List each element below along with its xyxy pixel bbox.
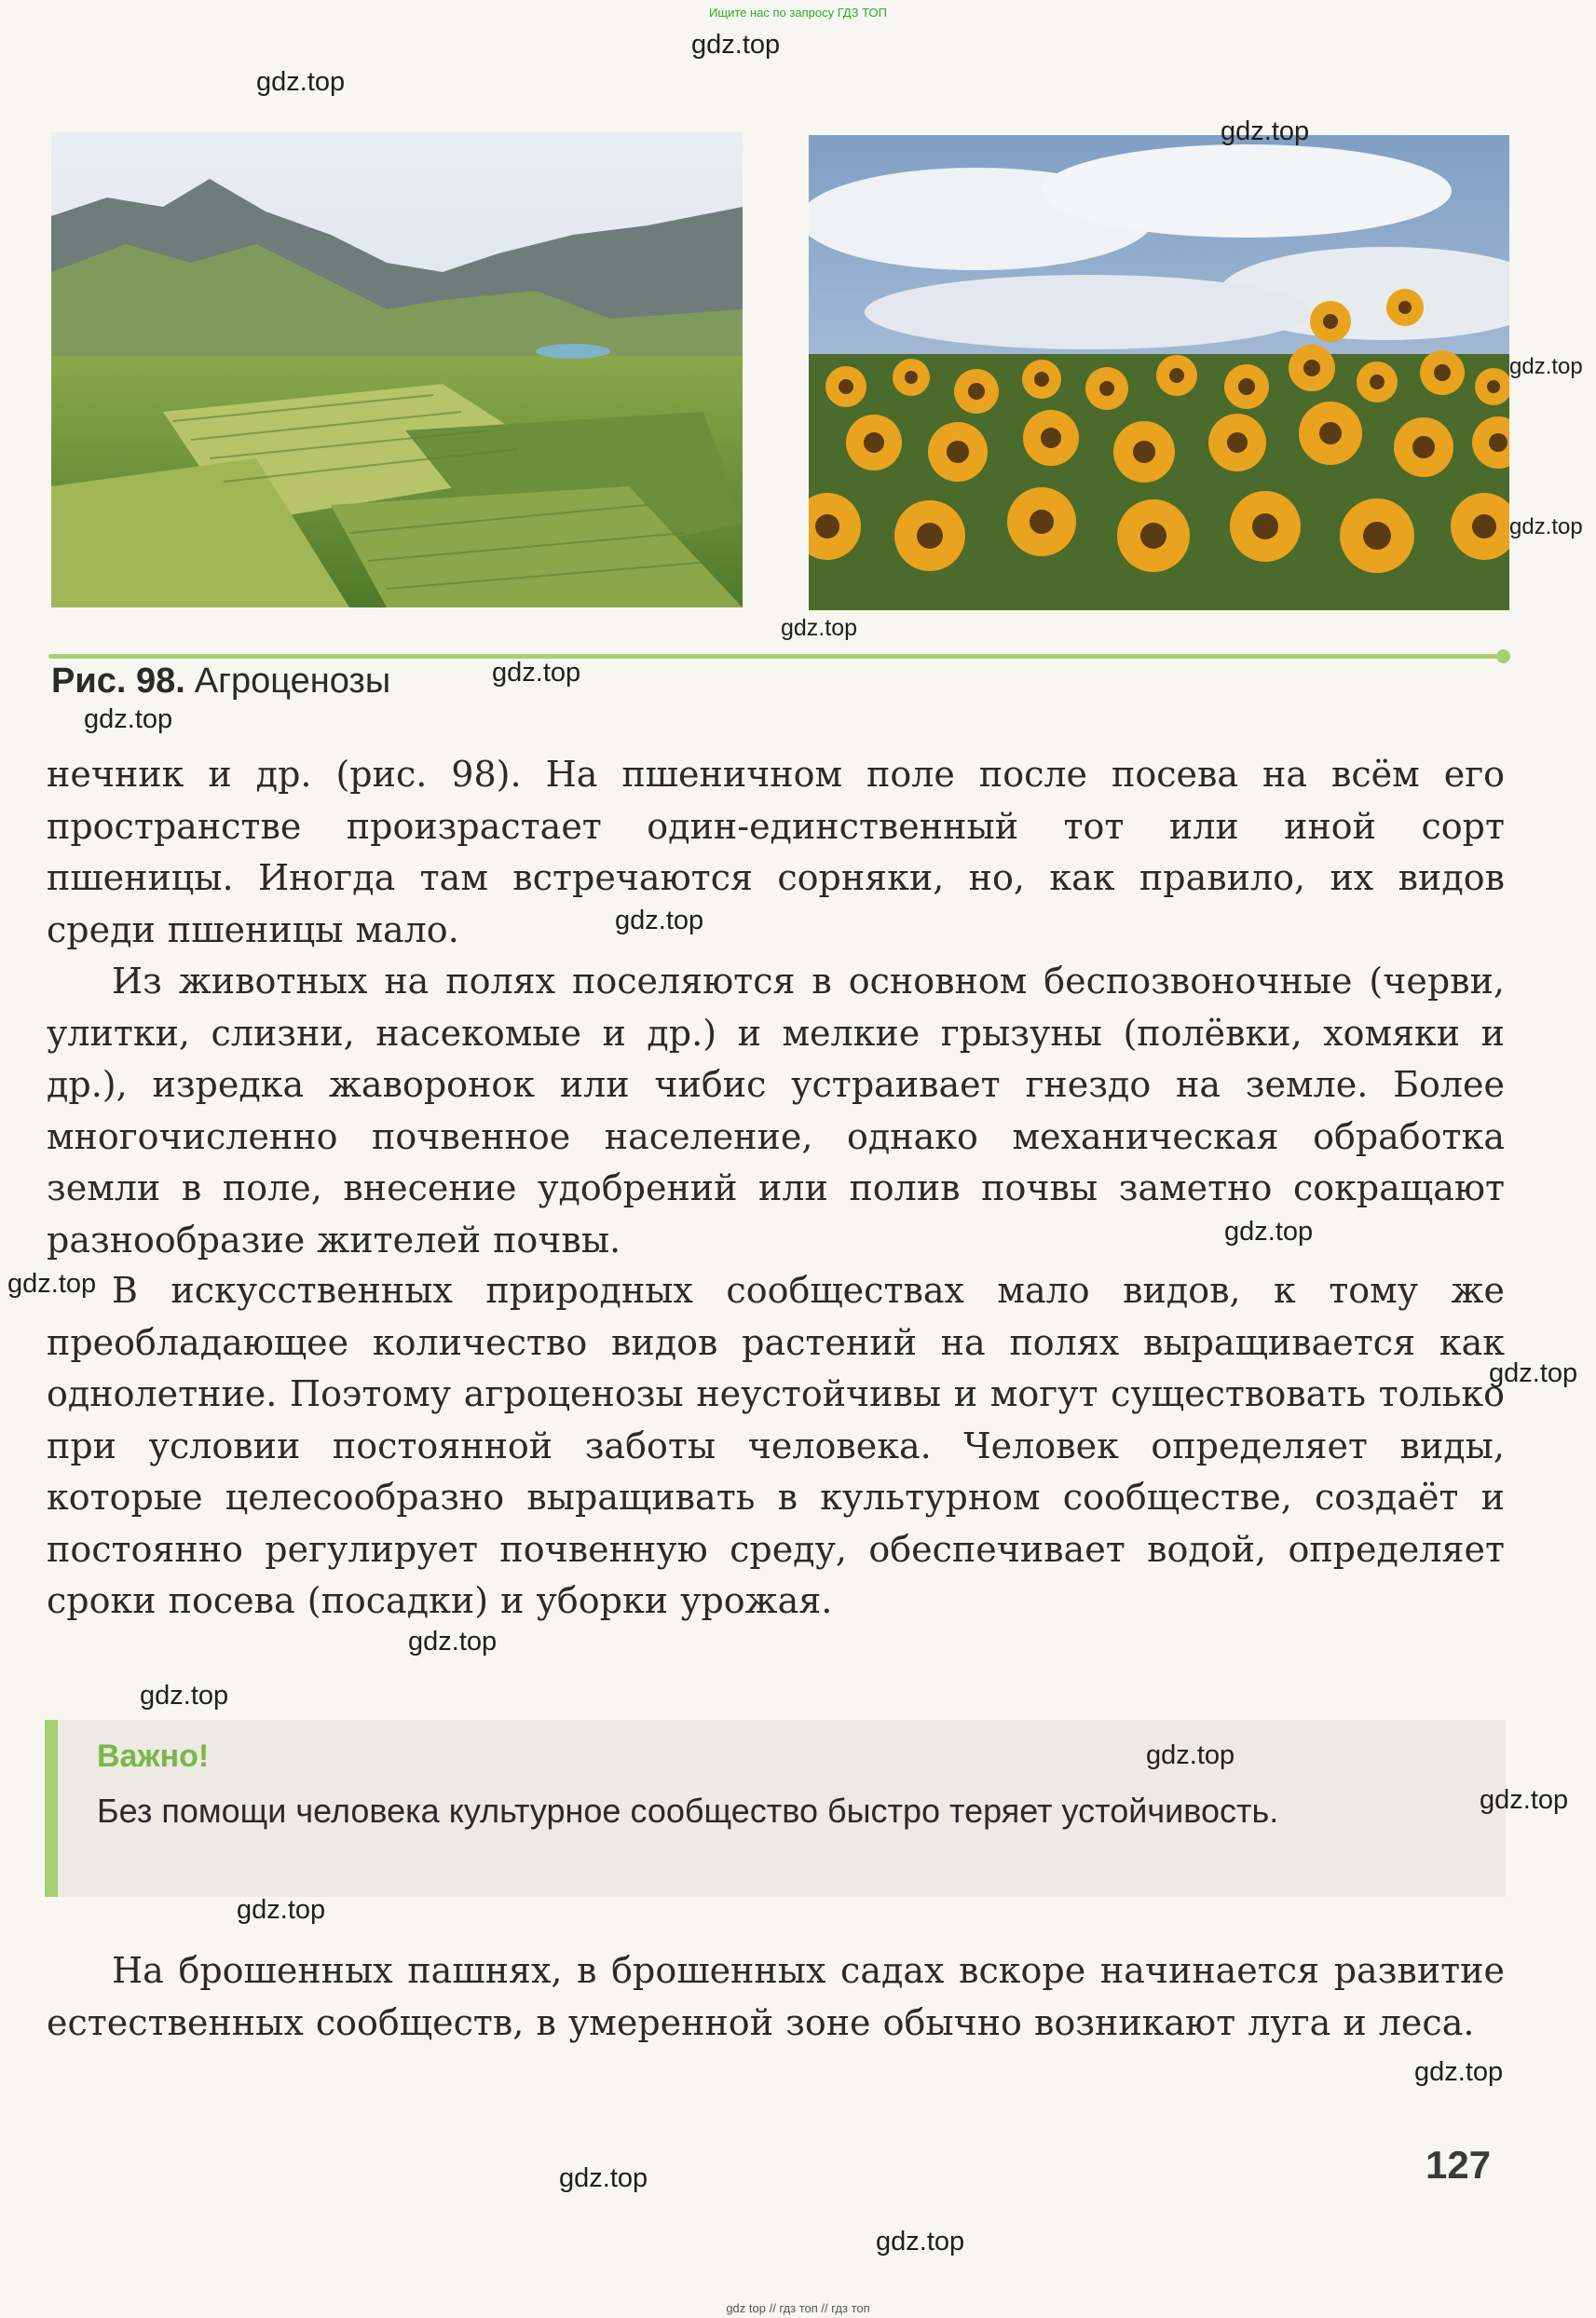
paragraph-1: нечник и др. (рис. 98). На пшеничном поле после посева на всём его пространстве произрастает один-единственный тот или иной сорт пшеницы. Иногда там встречаются сорняки, но, как правило, их видов среди пшеницы мало. — [47, 754, 1505, 950]
important-title: Важно! — [97, 1738, 210, 1774]
important-box — [45, 1720, 1506, 1897]
watermark: gdz.top — [1509, 354, 1583, 379]
watermark: gdz.top — [1480, 1785, 1569, 1815]
watermark: gdz.top — [256, 67, 346, 97]
watermark: gdz.top — [492, 658, 581, 688]
watermark: gdz.top — [1224, 1217, 1314, 1247]
watermark: gdz.top — [781, 615, 858, 641]
figure-divider-dot — [1496, 649, 1510, 663]
watermark: gdz.top — [1221, 116, 1310, 146]
page-number: 127 — [1425, 2143, 1492, 2187]
paragraph-3: В искусственных природных сообществах мало видов, к тому же преобладающее количество видов растений на полях выращивается как однолетние. Поэтому агроценозы неустойчивы и могут существовать только при условии постоянной заботы человека. Человек определяет виды, которые целесообразно выращивать в культурном сообществе, создаёт и постоянно регулирует почвенную среду, обеспечивает водой, определяет сроки посева (посадки) и уборки урожая. — [47, 1270, 1505, 1621]
watermark: gdz.top — [1414, 2057, 1504, 2087]
watermark: gdz.top — [615, 906, 704, 935]
photo-sunflower-field — [809, 135, 1509, 610]
watermark: gdz.top — [1509, 514, 1583, 539]
watermark: gdz.top — [7, 1269, 97, 1299]
top-note: Ищите нас по запросу ГДЗ ТОП — [709, 6, 887, 20]
paragraph-2: Из животных на полях поселяются в основном беспозвоночные (черви, улитки, слизни, насекомые и др.) и мелкие грызуны (полёвки, хомяки и др.), изредка жаворонок или чибис устраивает гнездо на земле. Более многочисленно почвенное население, однако механическая обработка земли в поле, внесение удобрений или полив почвы заметно сокращают разнообразие жителей почвы. — [47, 961, 1505, 1261]
watermark: gdz.top — [408, 1627, 498, 1657]
watermark: gdz.top — [1489, 1358, 1578, 1388]
bottom-note: gdz top // гдз топ // гдз топ — [726, 2301, 870, 2315]
figure-number: Рис. 98. — [51, 661, 185, 701]
figure-caption — [51, 661, 390, 702]
watermark: gdz.top — [1146, 1740, 1235, 1770]
watermark: gdz.top — [84, 704, 173, 734]
important-text: Без помощи человека культурное сообщество быстро теряет устойчивость. — [97, 1792, 1279, 1830]
watermark: gdz.top — [691, 30, 781, 60]
watermark: gdz.top — [237, 1895, 326, 1925]
paragraph-4: На брошенных пашнях, в брошенных садах вскоре начинается развитие естественных сообществ, в умеренной зоне обычно возникают луга и леса. — [47, 1950, 1505, 2043]
important-accent-bar — [45, 1720, 58, 1897]
watermark: gdz.top — [140, 1681, 229, 1711]
figure-divider — [48, 654, 1502, 659]
photo-agrocenosis-fields — [51, 132, 743, 607]
figure-caption-text: Агроценозы — [194, 661, 391, 701]
watermark: gdz.top — [876, 2227, 965, 2257]
watermark: gdz.top — [559, 2163, 648, 2193]
